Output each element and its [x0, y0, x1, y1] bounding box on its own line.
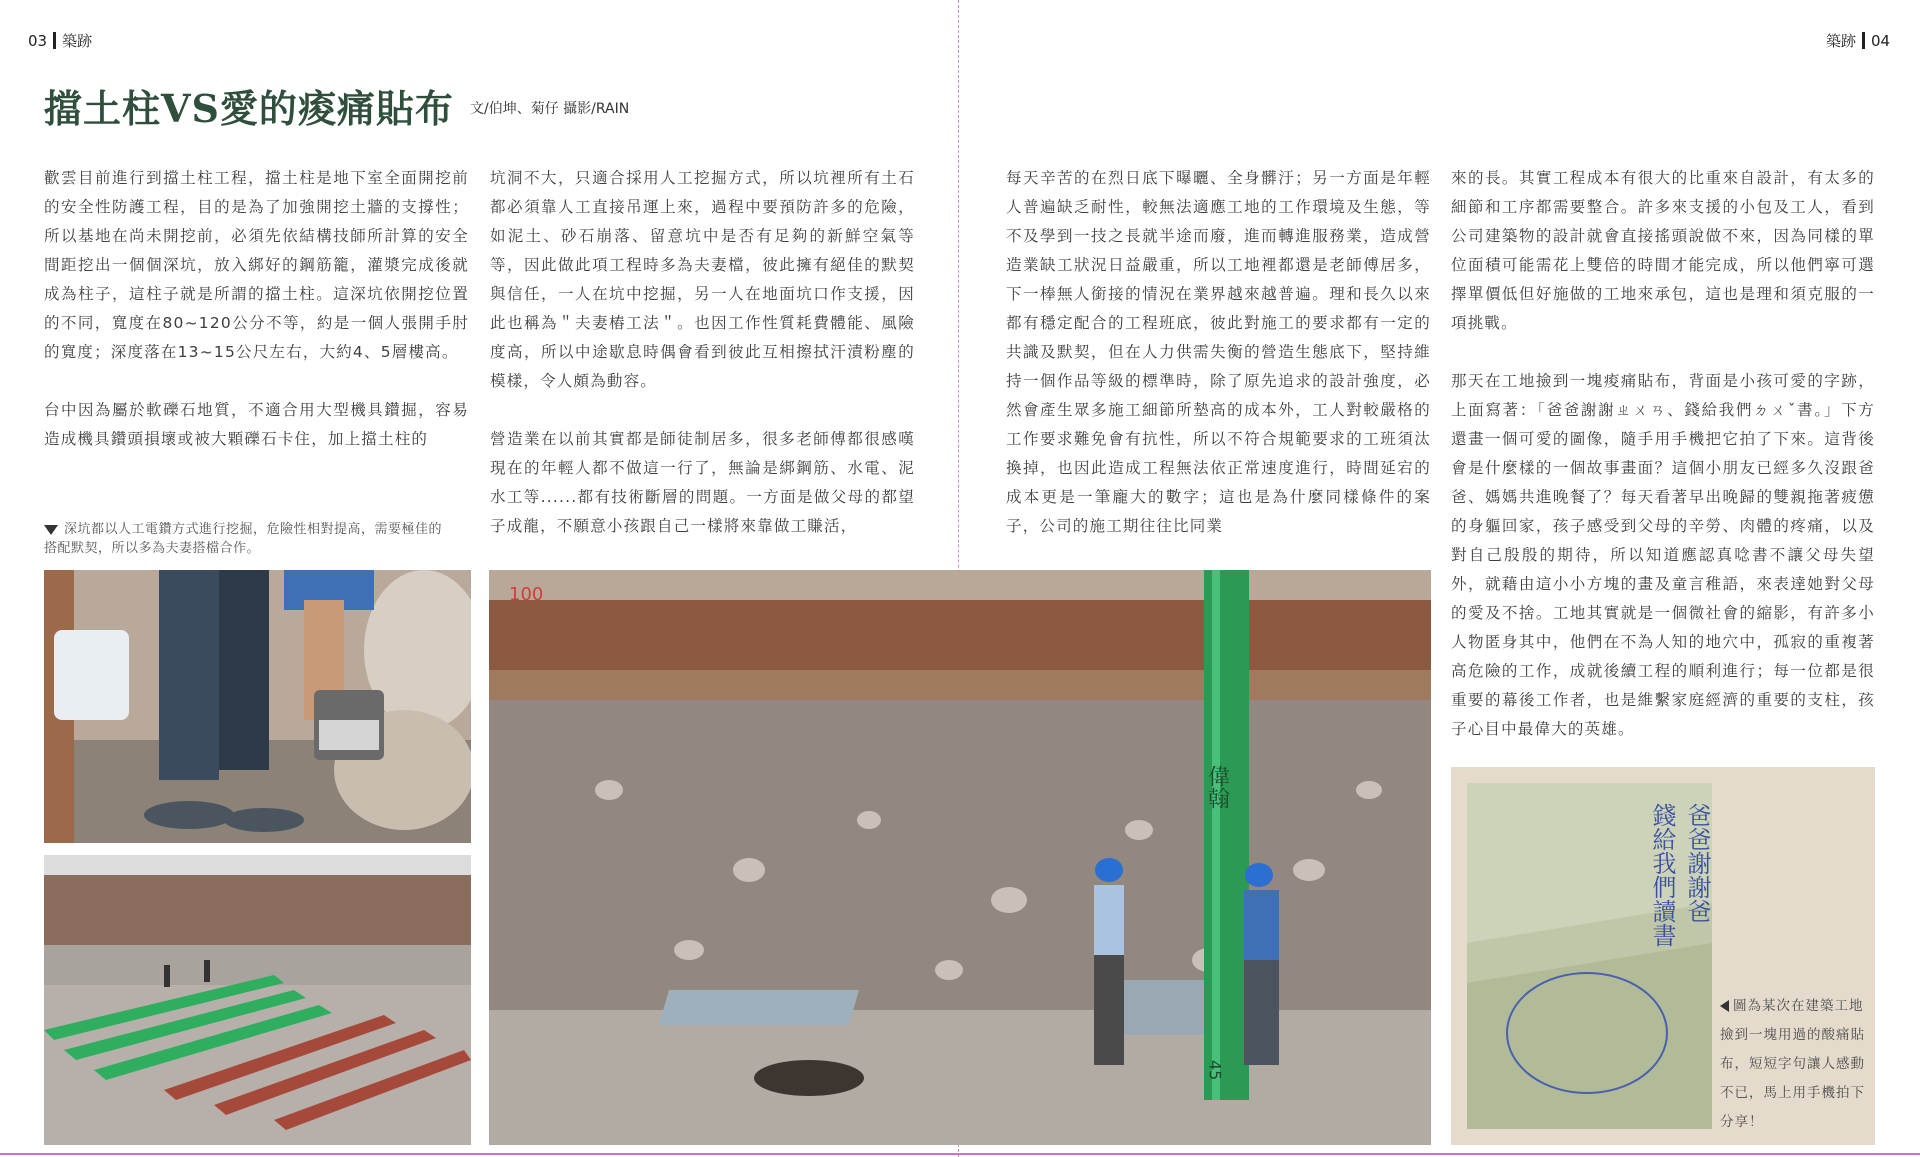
photo-excavation-site — [489, 570, 1431, 1145]
left-section-name: 築跡 — [62, 32, 93, 50]
column-marking-text: 偉翰 — [1204, 765, 1230, 809]
patch-handwriting-line-1: 爸爸謝謝爸 — [1683, 803, 1711, 923]
right-section-name: 築跡 — [1826, 32, 1857, 50]
text-column-2 — [490, 164, 915, 541]
header-divider — [53, 32, 56, 49]
paragraph: 坑洞不大，只適合採用人工挖掘方式，所以坑裡所有土石都必須靠人工直接吊運上來，過程中要預防許多的危險，如泥土、砂石崩落、留意坑中是否有足夠的新鮮空氣等等，因此做此項工程時多為夫妻檔，彼此擁有絕佳的默契與信任，一人在坑中挖掘，另一人在地面坑口作支援，因此也稱為＂夫妻樁工法＂。也因工作性質耗費體能、風險度高，所以中途歇息時偶會看到彼此互相擦拭汗漬粉塵的模樣，令人頗為動容。 — [490, 169, 915, 390]
right-page-number: 04 — [1871, 31, 1891, 50]
photo-steel-piles — [44, 855, 471, 1145]
paragraph: 來的長。其實工程成本有很大的比重來自設計，有太多的細節和工序都需要整合。許多來支援的小包及工人，看到公司建築物的設計就會直接搖頭說做不來，因為同樣的單位面積可能需花上雙倍的時間才能完成，所以他們寧可選擇單價低但好施做的工地來承包，這也是理和須克服的一項挑戰。 — [1451, 169, 1875, 332]
caption-pointer-icon — [1720, 1000, 1729, 1012]
article-title: 擋土柱VS愛的痠痛貼布 — [44, 86, 454, 131]
header-divider — [1862, 32, 1865, 49]
column-number-text: 45 — [1205, 1060, 1225, 1081]
bottom-rule — [0, 1153, 1920, 1155]
left-page-number: 03 — [28, 31, 48, 50]
text-column-3 — [1006, 164, 1431, 541]
paragraph: 營造業在以前其實都是師徒制居多，很多老師傅都很感嘆現在的年輕人都不做這一行了，無論是綁鋼筋、水電、泥水工等......都有技術斷層的問題。一方面是做父母的都望子成龍，不願意小孩跟自己一樣將來靠做工賺活， — [490, 430, 915, 535]
article-byline: 文/伯坤、菊仔 攝影/RAIN — [470, 101, 630, 117]
left-page-header — [28, 30, 92, 51]
patch-handwriting-line-2: 錢給我們讀書 — [1648, 803, 1676, 947]
note-caption: 圖為某次在建築工地撿到一塊用過的酸痛貼布，短短字句讓人感動不已，馬上用手機拍下分享！ — [1720, 998, 1865, 1130]
right-page-header — [1826, 30, 1890, 51]
wall-marking-text: 100 — [509, 584, 544, 605]
paragraph: 那天在工地撿到一塊痠痛貼布，背面是小孩可愛的字跡，上面寫著：「爸爸謝謝ㄓㄨㄢ、錢給我們ㄉㄨˇ書。」下方還畫一個可愛的圖像，隨手用手機把它拍了下來。這背後會是什麼樣的一個故事畫面？這個小朋友已經多久沒跟爸爸、媽媽共進晚餐了？每天看著早出晚歸的雙親拖著疲憊的身軀回家，孩子感受到父母的辛勞、肉體的疼痛，以及對自己殷殷的期待，所以知道應認真唸書不讓父母失望外，就藉由這小小方塊的畫及童言稚語，來表達她對父母的愛及不捨。工地其實就是一個微社會的縮影，有許多小人物匿身其中，他們在不為人知的地穴中，孤寂的重複著高危險的工作，成就後續工程的順利進行；每一位都是很重要的幕後工作者，也是維繫家庭經濟的重要的支柱，孩子心目中最偉大的英雄。 — [1451, 372, 1875, 738]
photo-worker-drilling — [44, 570, 471, 843]
paragraph: 台中因為屬於軟礫石地質，不適合用大型機具鑽掘，容易造成機具鑽頭損壞或被大顆礫石卡住，加上擋土柱的 — [44, 401, 469, 448]
text-column-1 — [44, 164, 469, 454]
paragraph: 每天辛苦的在烈日底下曝曬、全身髒汙；另一方面是年輕人普遍缺乏耐性，較無法適應工地的工作環境及生態，等不及學到一技之長就半途而廢，進而轉進服務業，造成營造業缺工狀況日益嚴重，所以工地裡都還是老師傅居多，下一棒無人銜接的情況在業界越來越普遍。理和長久以來都有穩定配合的工程班底，彼此對施工的要求都有一定的共識及默契，但在人力供需失衡的營造生態底下，堅持維持一個作品等級的標準時，除了原先追求的設計強度，必然會產生眾多施工細節所墊高的成本外，工人對較嚴格的工作要求難免會有抗性，所以不符合規範要求的工班須汰換掉，也因此造成工程無法依正常速度進行，時間延宕的成本更是一筆龐大的數字；這也是為什麼同樣條件的案子，公司的施工期往往比同業 — [1006, 169, 1431, 535]
photo-caption: 深坑都以人工電鑽方式進行挖掘，危險性相對提高，需要極佳的搭配默契，所以多為夫妻搭檔合作。 — [44, 522, 443, 556]
photo-pain-patch — [1467, 783, 1712, 1129]
paragraph: 歡雲目前進行到擋土柱工程，擋土柱是地下室全面開挖前的安全性防護工程，目的是為了加強開挖土牆的支撐性；所以基地在尚未開挖前，必須先依結構技師所計算的安全間距挖出一個個深坑，放入綁好的鋼筋籠，灌漿完成後就成為柱子，這柱子就是所謂的擋土柱。這深坑依開挖位置的不同，寬度在80~120公分不等，約是一個人張開手肘的寬度；深度落在13~15公尺左右，大約4、5層樓高。 — [44, 169, 469, 361]
text-column-4 — [1451, 164, 1875, 744]
caption-pointer-icon — [44, 525, 58, 535]
